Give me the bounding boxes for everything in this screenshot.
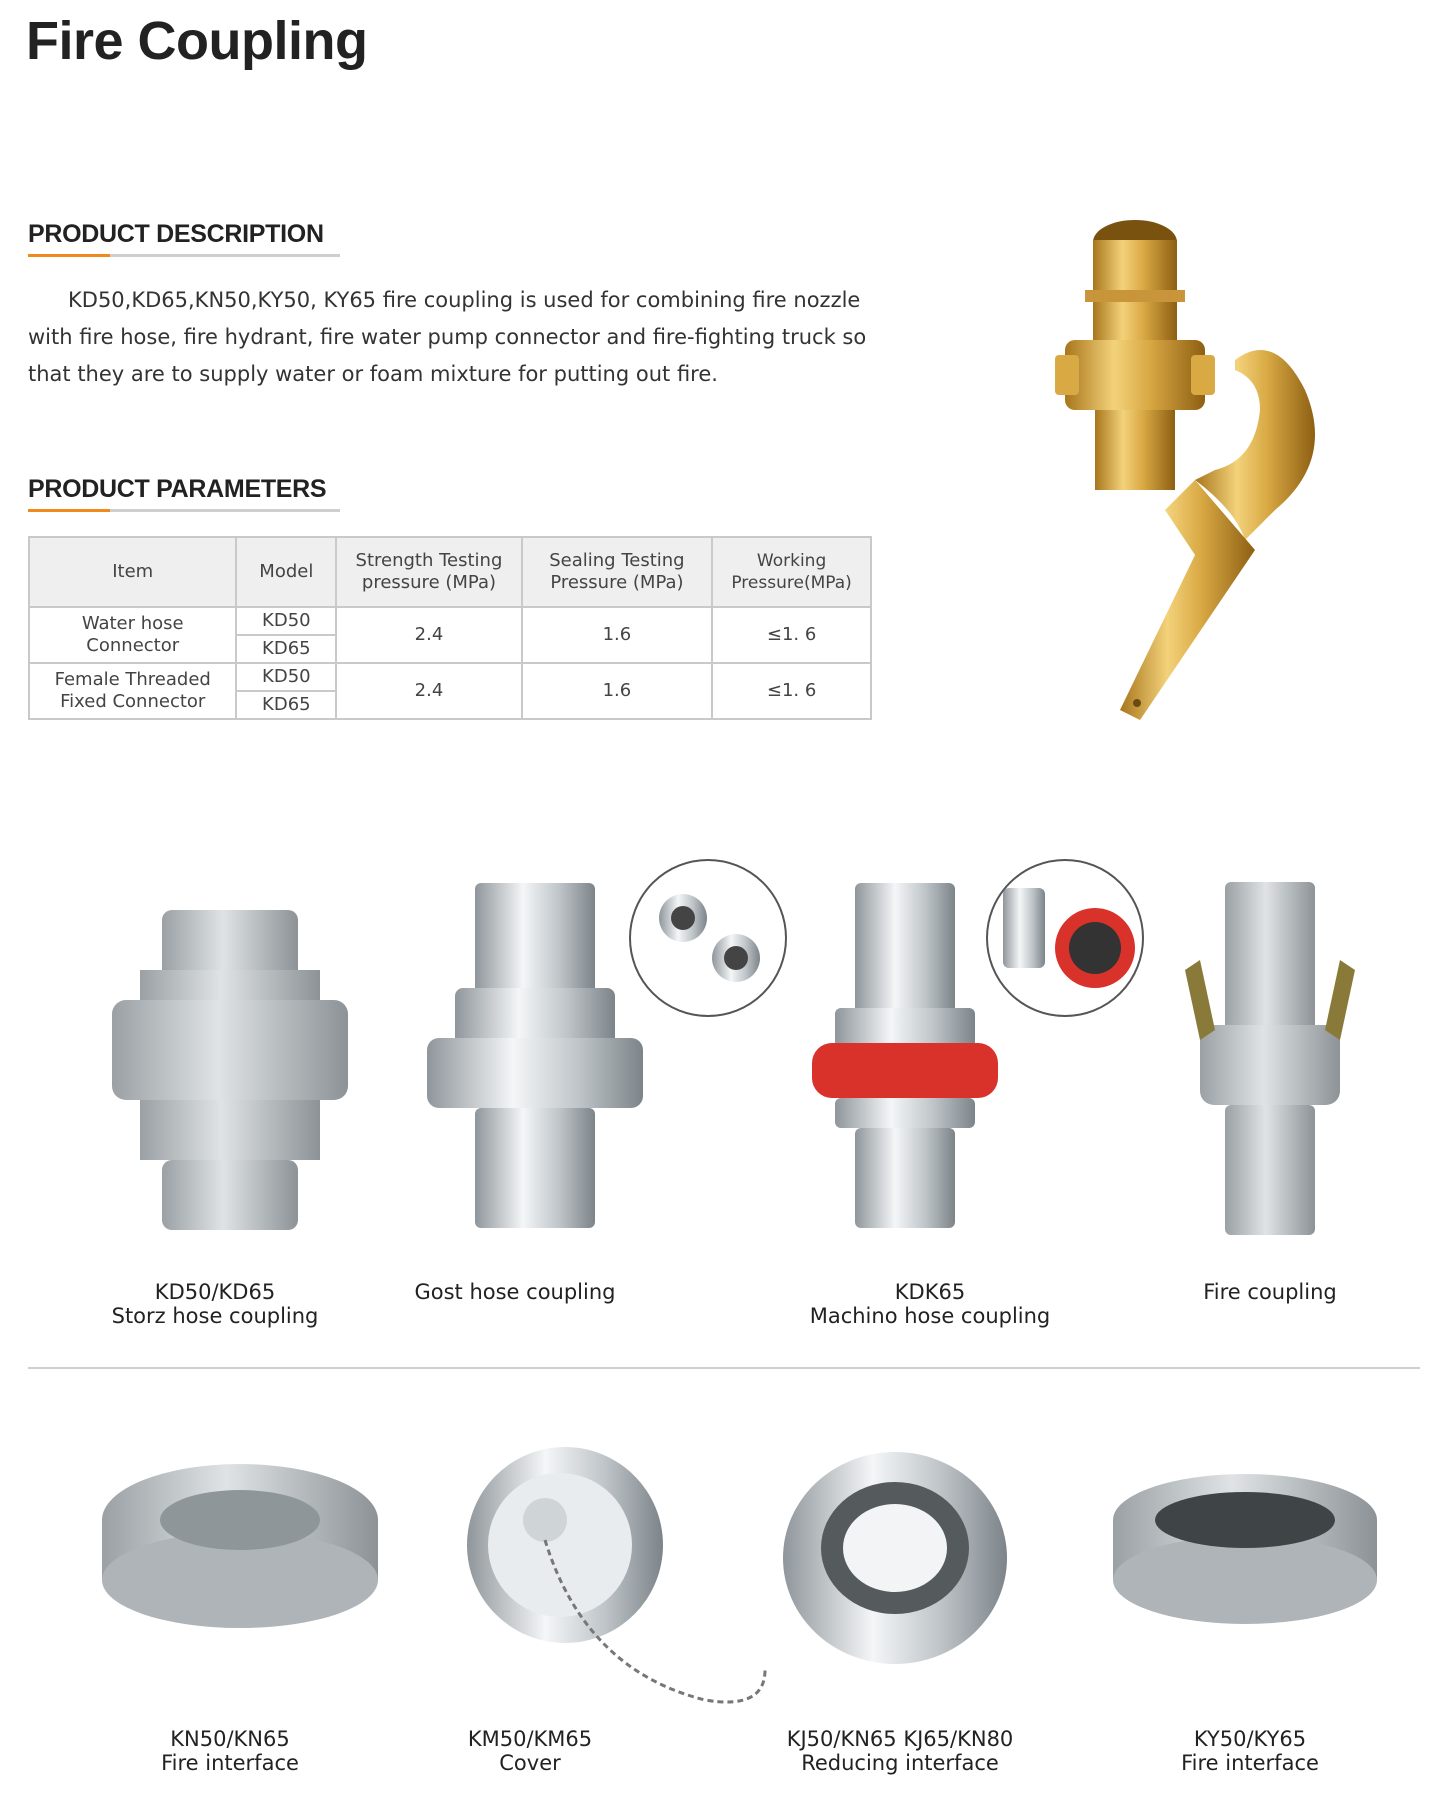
cell-item: Female Threaded Fixed Connector — [29, 663, 236, 719]
product-caption: KN50/KN65 Fire interface — [161, 1727, 299, 1775]
table-header-row — [29, 537, 871, 607]
header-sealing: Sealing Testing Pressure (MPa) — [522, 537, 712, 607]
cell-sealing: 1.6 — [522, 607, 712, 663]
header-model: Model — [236, 537, 336, 607]
machino-coupling-detail-image — [985, 858, 1145, 1018]
cell-working: ≤1. 6 — [712, 663, 871, 719]
cell-sealing: 1.6 — [522, 663, 712, 719]
product-caption: KJ50/KN65 KJ65/KN80 Reducing interface — [786, 1727, 1014, 1775]
heading-underline — [28, 509, 340, 512]
machino-coupling-image — [810, 878, 1000, 1238]
cell-model: KD50 — [236, 663, 336, 691]
product-caption: Fire coupling — [1203, 1280, 1337, 1304]
fire-coupling-image — [1175, 880, 1365, 1240]
product-caption: KD50/KD65 Storz hose coupling — [111, 1280, 319, 1328]
product-parameters-heading: PRODUCT PARAMETERS — [28, 475, 327, 503]
cell-model: KD65 — [236, 635, 336, 663]
product-caption: Gost hose coupling — [414, 1280, 616, 1304]
table-row — [29, 663, 871, 691]
section-divider — [28, 1367, 1420, 1369]
page-title: Fire Coupling — [26, 11, 368, 71]
header-working: Working Pressure(MPa) — [712, 537, 871, 607]
product-description-text: KD50,KD65,KN50,KY50, KY65 fire coupling is used for combining fire nozzle with fire hose, fire hydrant, fire water pump connector and fire-fighting truck so that they are to supply water or foam mixture for putting out fire. — [28, 288, 867, 386]
cell-strength: 2.4 — [336, 663, 521, 719]
fire-interface-image — [1110, 1470, 1380, 1630]
heading-underline — [28, 254, 340, 257]
gost-coupling-detail-image — [628, 858, 788, 1018]
header-strength: Strength Testing pressure (MPa) — [336, 537, 521, 607]
gost-coupling-image — [425, 878, 645, 1238]
fire-interface-image — [100, 1460, 380, 1630]
table-row — [29, 607, 871, 635]
cover-image — [465, 1440, 805, 1720]
brass-coupling-image — [1045, 210, 1355, 730]
storz-coupling-image — [110, 900, 350, 1240]
product-caption: KDK65 Machino hose coupling — [809, 1280, 1051, 1328]
reducing-interface-image — [780, 1448, 1010, 1668]
cell-working: ≤1. 6 — [712, 607, 871, 663]
cell-strength: 2.4 — [336, 607, 521, 663]
product-caption: KM50/KM65 Cover — [467, 1727, 593, 1775]
cell-model: KD65 — [236, 691, 336, 719]
cell-model: KD50 — [236, 607, 336, 635]
header-item: Item — [29, 537, 236, 607]
product-caption: KY50/KY65 Fire interface — [1181, 1727, 1319, 1775]
cell-item: Water hose Connector — [29, 607, 236, 663]
parameters-table — [28, 536, 872, 720]
product-description-heading: PRODUCT DESCRIPTION — [28, 220, 324, 248]
